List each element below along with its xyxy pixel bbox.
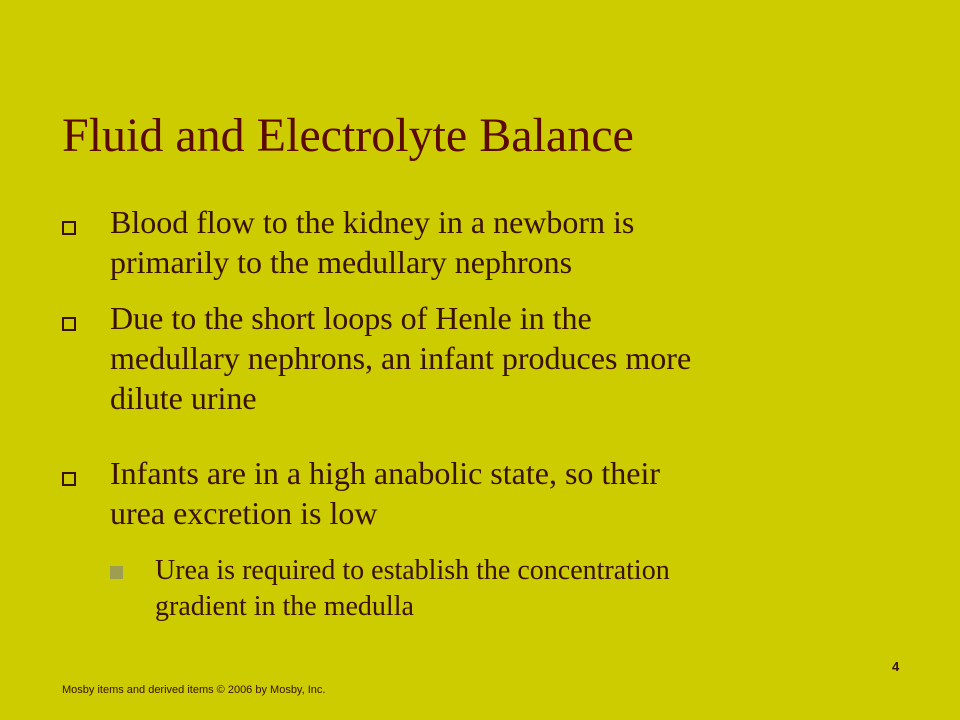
bullet-2 [110,298,900,418]
bullet-2-line-3: dilute urine [110,380,257,416]
bullet-1-line-2: primarily to the medullary nephrons [110,244,573,280]
bullet-2-line-2: medullary nephrons, an infant produces more [110,340,692,376]
bullet-3-line-1: Infants are in a high anabolic state, so their [110,455,661,491]
footer-copyright: Mosby items and derived items © 2006 by Mosby, Inc. [62,684,326,696]
bullet-1 [110,202,900,282]
bullet-2-line-1: Due to the short loops of Henle in the [110,300,592,336]
bullet-3-line-2: urea excretion is low [110,495,378,531]
hollow-square-icon [62,317,76,331]
hollow-square-icon [62,472,76,486]
sub-bullet-1 [155,553,895,625]
page-number: 4 [892,659,900,674]
filled-square-icon [110,566,123,579]
hollow-square-icon [62,221,76,235]
sub-bullet-1-line-2: gradient in the medulla [155,591,414,622]
sub-bullet-1-line-1: Urea is required to establish the concentration [155,555,670,586]
bullet-3 [110,453,900,533]
bullet-1-line-1: Blood flow to the kidney in a newborn is [110,204,635,240]
slide-title: Fluid and Electrolyte Balance [62,109,634,162]
